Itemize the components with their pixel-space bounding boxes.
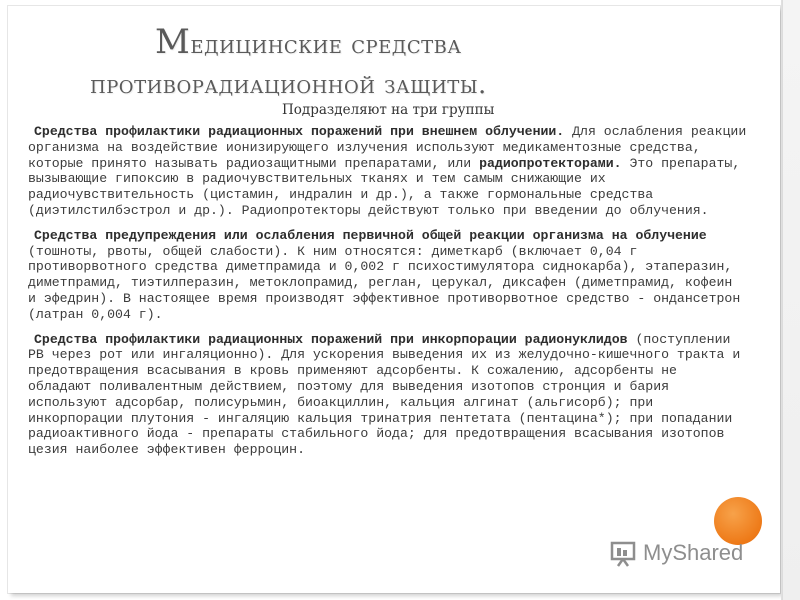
title-initial: М (155, 22, 191, 62)
subtitle: Подразделяют на три группы (282, 102, 495, 118)
paragraph-1 (28, 124, 748, 219)
paragraph-1-heading: Средства профилактики радиационных поражений при внешнем облучении. (34, 124, 565, 139)
side-strip (781, 0, 800, 600)
paragraph-3 (28, 332, 748, 458)
watermark-text: MyShared (643, 540, 744, 565)
paragraph-1-text-a: Для ослабления реакции организма на воздействие ионизирующего излучения используют медикаментозные средства, которые принято называть радиозащитными препаратами, или (28, 124, 747, 171)
paragraph-2-heading: Средства предупреждения или ослабления первичной общей реакции организма на облучение (34, 227, 707, 243)
paragraph-3-heading: Средства профилактики радиационных поражений при инкорпорации радионуклидов (34, 331, 628, 347)
body-text (28, 124, 748, 467)
title-line-1-rest: едицинские средства (190, 30, 462, 60)
title-line-1 (150, 22, 670, 65)
presentation-board-icon (609, 538, 639, 568)
paragraph-2 (28, 228, 748, 323)
title-line-2: противорадиационной защиты. (90, 70, 487, 100)
paragraph-1-text-b: Это препараты, вызывающие гипоксию в радиочувствительных тканях и тем самым снижающие их радиочувствительность (цистамин, индралин и др.), а также гормональные средства (диэтилстилбэстрол и др.). Радиопротекторы действуют только при введении до облучения. (28, 155, 741, 218)
watermark-logo[interactable] (609, 538, 743, 568)
paragraph-2-text: (тошноты, рвоты, общей слабости). К ним относятся: диметкарб (включает 0,04 г противорвотного средства диметпрамида и 0,002 г психостимулятора сиднокарба), этаперазин, диметпрамид, тиэтилперазин, метоклопрамид, реглан, церукал, диксафен (диметпрамид, кофеин и эфедрин). В настоящее время производят эффективное противорвотное средство - ондансетрон (латран 0,004 г). (28, 243, 741, 322)
paragraph-3-text: (поступлении РВ через рот или ингаляционно). Для ускорения выведения их из желудочно-кишечного тракта и предотвращения всасывания в кровь применяют адсорбенты. К сожалению, адсорбенты не обладают поливалентным действием, поэтому для выведения изотопов стронция и бария используют адсорбар, полисурьмин, биоакциллин, кальция алгинат (альгисорб); при инкорпорации плутония - ингаляцию кальция тринатрия пентетата (пентацина*); при попадании радиоактивного йода - препараты стабильного йода; для предотвращения всасывания изотопов цезия наиболее эффективен ферроцин. (28, 331, 741, 458)
slide-title (90, 22, 670, 105)
paragraph-1-term: радиопротекторами. (479, 155, 622, 171)
